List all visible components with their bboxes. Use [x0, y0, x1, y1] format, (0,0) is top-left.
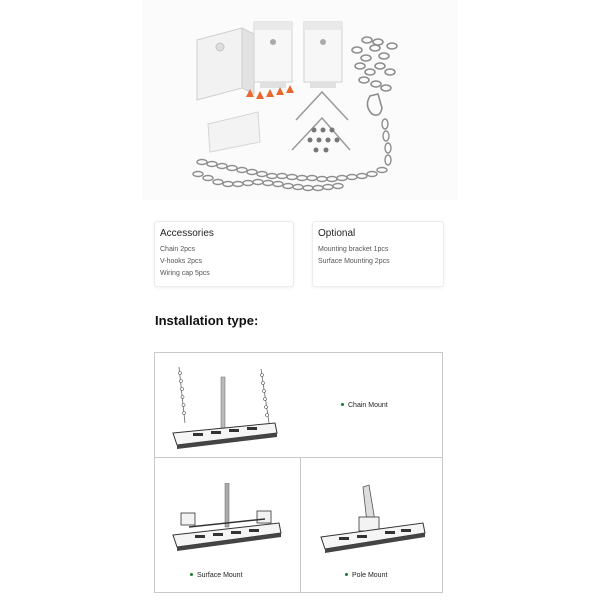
surface-mount-label [190, 572, 243, 579]
surface-plate [208, 112, 260, 152]
chain-mount-text: Chain Mount [348, 402, 388, 409]
v-hook-2 [292, 118, 350, 150]
v-hook [296, 92, 348, 120]
pole-mount-label [345, 572, 387, 579]
accessories-title: Accessories [160, 228, 214, 239]
grid-divider-vertical [300, 458, 301, 592]
surface-mount-text: Surface Mount [197, 572, 243, 579]
chain-coil [352, 37, 397, 91]
mounting-box-1 [254, 22, 292, 88]
bullet-dot [341, 403, 344, 406]
accessory-item: Chain 2pcs [160, 246, 196, 253]
mounting-box-2 [304, 22, 342, 88]
accessory-item: V-hooks 2pcs [160, 258, 203, 265]
bracket-left [197, 28, 254, 100]
pole-mount-diagram [315, 481, 435, 561]
accessories-photo [142, 0, 458, 200]
chain-mount-label [341, 402, 388, 409]
optional-item: Surface Mounting 2pcs [318, 258, 390, 265]
optional-title: Optional [318, 228, 356, 239]
optional-item: Mounting bracket 1pcs [318, 246, 389, 253]
installation-heading: Installation type: [155, 313, 259, 328]
carabiner [367, 94, 382, 115]
screws [308, 128, 340, 153]
bullet-dot [345, 573, 348, 576]
bullet-dot [190, 573, 193, 576]
accessory-item: Wiring cap 5pcs [160, 270, 210, 277]
chain-mount-diagram [165, 363, 285, 453]
pole-mount-text: Pole Mount [352, 572, 388, 579]
accessories-illustration [142, 0, 458, 200]
optional-card [312, 221, 444, 287]
grid-divider-horizontal [155, 457, 442, 458]
installation-grid [154, 352, 443, 593]
surface-mount-diagram [169, 483, 289, 563]
accessories-card [154, 221, 294, 287]
